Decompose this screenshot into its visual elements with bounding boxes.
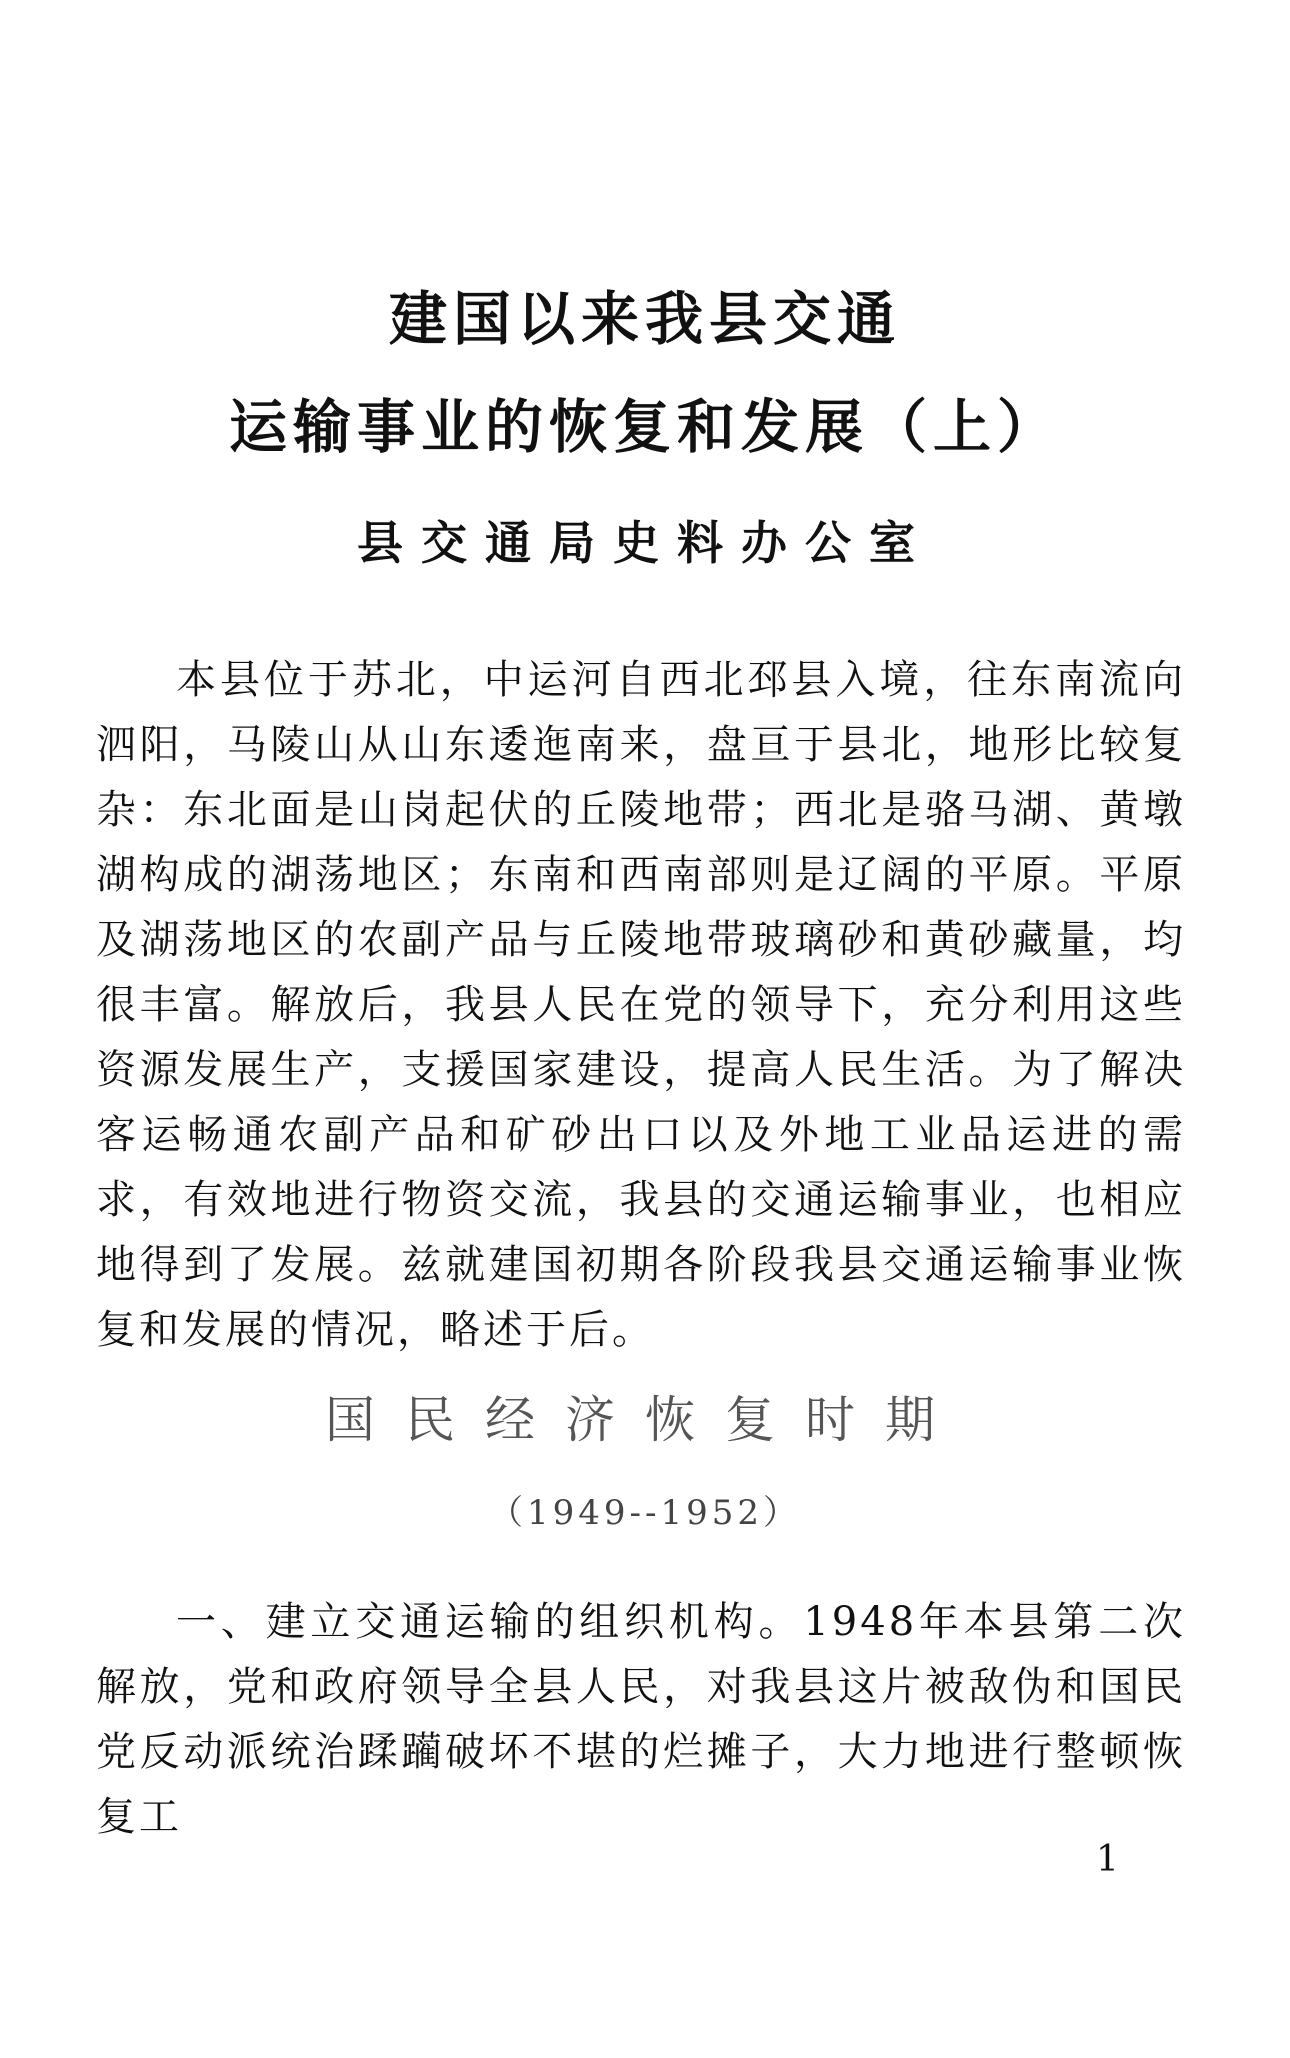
page-number: 1 xyxy=(1096,1839,1119,1880)
intro-paragraph: 本县位于苏北，中运河自西北邳县入境，往东南流向泗阳，马陵山从山东逶迤南来，盘亘于县北，地形比较复杂：东北面是山岗起伏的丘陵地带；西北是骆马湖、黄墩湖构成的湖荡地区；东南和西南部则是辽阔的平原。平原及湖荡地区的农副产品与丘陵地带玻璃砂和黄砂藏量，均很丰富。解放后，我县人民在党的领导下，充分利用这些资源发展生产，支援国家建设，提高人民生活。为了解决客运畅通农副产品和矿砂出口以及外地工业品运进的需求，有效地进行物资交流，我县的交通运输事业，也相应地得到了发展。兹就建国初期各阶段我县交通运输事业恢复和发展的情况，略述于后。 xyxy=(96,657,1186,1353)
title-line-1: 建国以来我县交通 xyxy=(388,285,901,353)
section-paragraph: 一、建立交通运输的组织机构。1948年本县第二次解放，党和政府领导全县人民，对我县这片被敌伪和国民党反动派统治蹂躏破坏不堪的烂摊子，大力地进行整顿恢复工 xyxy=(96,1599,1186,1840)
section-heading: 国民经济恢复时期 xyxy=(325,1391,965,1449)
title-line-2: 运输事业的恢复和发展（上） xyxy=(228,393,1061,461)
author-line: 县交通局史料办公室 xyxy=(357,516,933,570)
section-years: （1949--1952） xyxy=(488,1493,802,1533)
